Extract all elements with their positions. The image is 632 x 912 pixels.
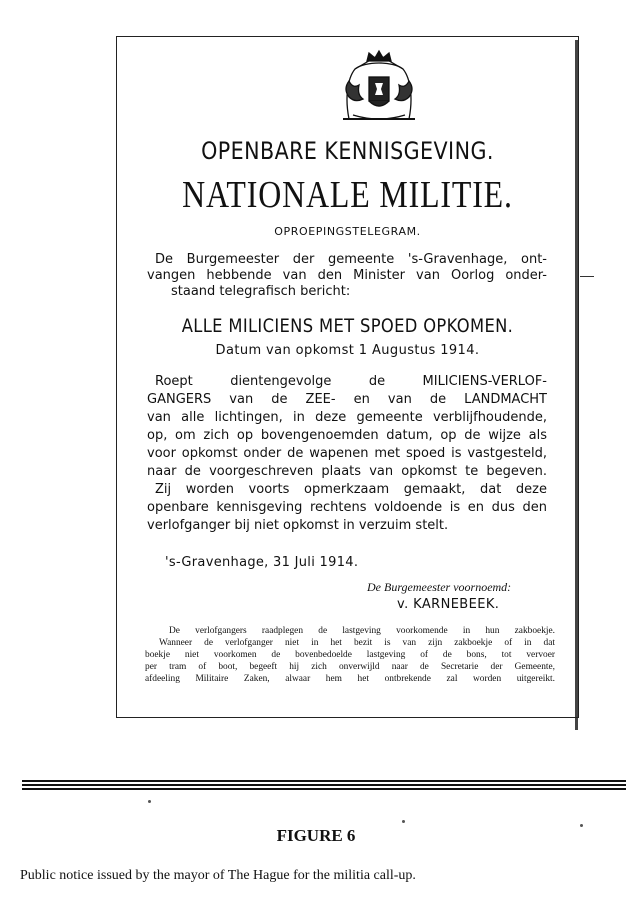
intro-paragraph [147, 252, 547, 300]
fine-print-line: boekje niet voorkomen de bovenbedoelde lastgeving of de bons, tot vervoer [145, 650, 555, 660]
call-up-headline: ALLE MILICIENS MET SPOED OPKOMEN. [181, 315, 514, 337]
fine-print-line: De verlofgangers raadplegen de lastgeving voorkomende in hun zakboekje. [169, 626, 555, 636]
signature-title: De Burgemeester voornoemd: [367, 580, 512, 594]
fine-print-line: per tram of boot, begeeft hij zich onverwijld naar de Secretarie der Gemeente, [145, 662, 555, 672]
call-up-date: Datum van opkomst 1 Augustus 1914. [215, 343, 480, 358]
notice-heading: OPENBARE KENNISGEVING. [201, 137, 494, 165]
notice-title: NATIONALE MILITIE. [182, 174, 513, 216]
figure-caption: Public notice issued by the mayor of The Hague for the militia call-up. [20, 868, 416, 883]
place-and-date: 's-Gravenhage, 31 Juli 1914. [165, 555, 359, 570]
margin-tick-mark [580, 276, 594, 277]
intro-line: vangen hebbende van den Minister van Oorlog onder- [147, 268, 547, 283]
intro-line: staand telegrafisch bericht: [171, 284, 351, 299]
public-notice-poster [116, 36, 579, 718]
dutch-royal-coat-of-arms-icon [335, 49, 423, 127]
divider-rule [22, 784, 626, 786]
divider-rule [22, 788, 626, 790]
body-line: op, om zich op bovengenoemden datum, op de wijze als [147, 428, 547, 443]
body-line: Zij worden voorts opmerkzaam gemaakt, dat deze [155, 482, 547, 497]
speck [402, 820, 405, 823]
body-line: GANGERS van de ZEE- en van de LANDMACHT [147, 392, 547, 407]
body-line: van alle lichtingen, in deze gemeente verblijfhoudende, [147, 410, 547, 425]
figure-label: FIGURE 6 [276, 826, 356, 845]
body-line: naar de voorgeschreven plaats van opkomst te begeven. [147, 464, 547, 479]
fine-print-line: afdeeling Militaire Zaken, alwaar hem het ontbrekende zal worden uitgereikt. [145, 674, 555, 684]
fine-print-line: Wanneer de verlofganger niet in het bezit is van zijn zakboekje of in dat [159, 638, 555, 648]
fine-print [145, 625, 555, 685]
body-line: Roept dientengevolge de MILICIENS-VERLOF- [155, 374, 547, 389]
notice-subtitle: OPROEPINGSTELEGRAM. [274, 225, 421, 238]
body-paragraph [147, 373, 547, 535]
divider-rule [22, 780, 626, 782]
intro-line: De Burgemeester der gemeente 's-Gravenhage, ont- [155, 252, 547, 267]
signature-name: v. KARNEBEEK. [397, 597, 500, 612]
body-line: verlofganger bij niet opkomst in verzuim stelt. [147, 518, 449, 533]
speck [148, 800, 151, 803]
body-line: openbare kennisgeving rechtens voldoende is en dus den [147, 500, 547, 515]
body-line: voor opkomst onder de wapenen met spoed is vastgesteld, [147, 446, 547, 461]
